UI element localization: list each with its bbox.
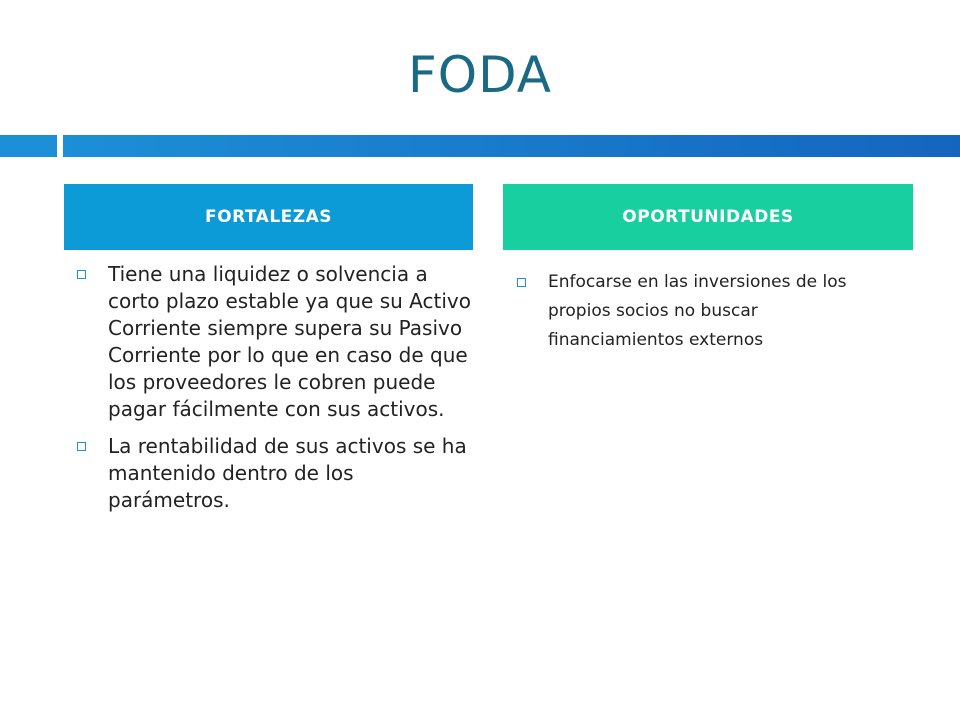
fortalezas-header: FORTALEZAS — [64, 184, 473, 250]
slide-title: FODA — [408, 46, 552, 104]
square-bullet-icon — [77, 270, 86, 279]
oportunidades-list — [512, 268, 892, 365]
fortalezas-item-text: La rentabilidad de sus activos se ha mantenido dentro de los parámetros. — [108, 434, 467, 512]
square-bullet-icon — [517, 278, 526, 287]
oportunidades-header: OPORTUNIDADES — [503, 184, 913, 250]
accent-bar-small — [0, 135, 57, 157]
square-bullet-icon — [77, 442, 86, 451]
fortalezas-item — [72, 433, 472, 514]
oportunidades-item-text: Enfocarse en las inversiones de los propios socios no buscar financiamientos externos — [548, 272, 847, 350]
fortalezas-item — [72, 261, 472, 423]
fortalezas-item-text: Tiene una liquidez o solvencia a corto plazo estable ya que su Activo Corriente siempre supera su Pasivo Corriente por lo que en caso de que los proveedores le cobren puede pagar fácilmente con sus activos. — [108, 262, 471, 421]
accent-bar-large — [63, 135, 960, 157]
fortalezas-list — [72, 261, 472, 524]
oportunidades-item — [512, 268, 892, 355]
